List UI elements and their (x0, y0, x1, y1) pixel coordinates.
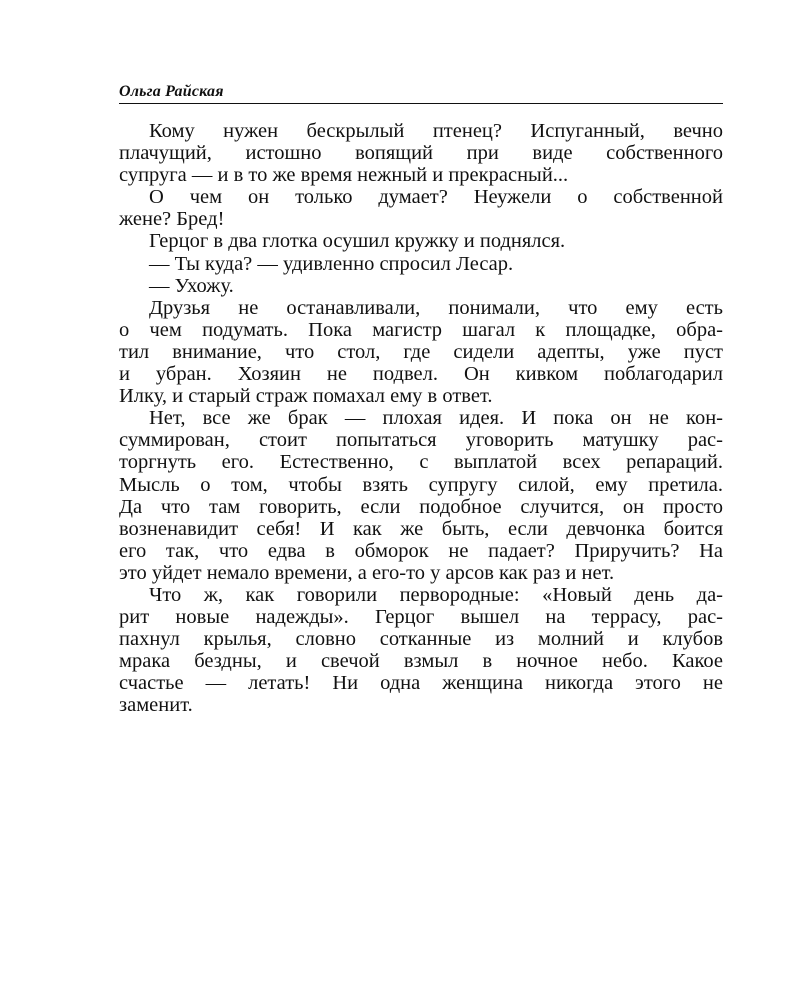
paragraph (119, 297, 723, 407)
text-line: торгнуть его. Естественно, с выплатой всех репараций. (119, 451, 723, 474)
text-line: это уйдет немало времени, а его-то у арсов как раз и нет. (119, 561, 615, 584)
text-line: Друзья не останавливали, понимали, что ему есть (149, 296, 723, 319)
text-line: плачущий, истошно вопящий при виде собственного (119, 142, 723, 165)
paragraph (119, 407, 723, 584)
text-line: возненавидит себя! И как же быть, если девчонка боится (119, 517, 723, 540)
text-line: о чем подумать. Пока магистр шагал к площадке, обра- (119, 318, 723, 341)
text-line: тил внимание, что стол, где сидели адепты, уже пуст (119, 340, 723, 363)
text-line: и убран. Хозяин не подвел. Он кивком поблагодарил (119, 363, 723, 386)
text-line: Что ж, как говорили первородные: «Новый день да- (149, 583, 723, 606)
running-header (119, 83, 723, 104)
text-line: суммирован, стоит попытаться уговорить матушку рас- (119, 429, 723, 452)
paragraph (119, 275, 723, 297)
text-line: Да что там говорить, если подобное случится, он просто (119, 495, 723, 518)
text-line: жене? Бред! (119, 208, 225, 231)
text-line: рит новые надежды». Герцог вышел на террасу, рас- (119, 606, 723, 629)
text-line: супруга — и в то же время нежный и прекрасный... (119, 164, 569, 187)
text-line: Кому нужен бескрылый птенец? Испуганный, вечно (149, 120, 723, 142)
paragraph (119, 230, 723, 252)
author-name: Ольга Райская (119, 83, 224, 100)
text-line: — Ухожу. (149, 274, 234, 297)
text-line: мрака бездны, и свечой взмыл в ночное небо. Какое (119, 650, 723, 673)
paragraph (119, 253, 723, 275)
text-line: Нет, все же брак — плохая идея. И пока он не кон- (149, 407, 723, 430)
text-line: Мысль о том, чтобы взять супругу силой, ему претила. (119, 473, 723, 496)
text-line: О чем он только думает? Неужели о собственной (149, 186, 723, 209)
text-line: заменит. (119, 694, 193, 717)
text-line: пахнул крылья, словно сотканные из молний и клубов (119, 628, 723, 651)
paragraph (119, 584, 723, 717)
text-line: — Ты куда? — удивленно спросил Лесар. (149, 252, 514, 275)
text-line: счастье — летать! Ни одна женщина никогда этого не (119, 672, 723, 695)
text-line: Герцог в два глотка осушил кружку и поднялся. (149, 230, 566, 253)
text-line: его так, что едва в обморок не падает? Приручить? На (119, 539, 723, 562)
body-text (119, 120, 723, 717)
paragraph (119, 186, 723, 230)
paragraph (119, 120, 723, 186)
text-line: Илку, и старый страж помахал ему в ответ. (119, 385, 493, 408)
